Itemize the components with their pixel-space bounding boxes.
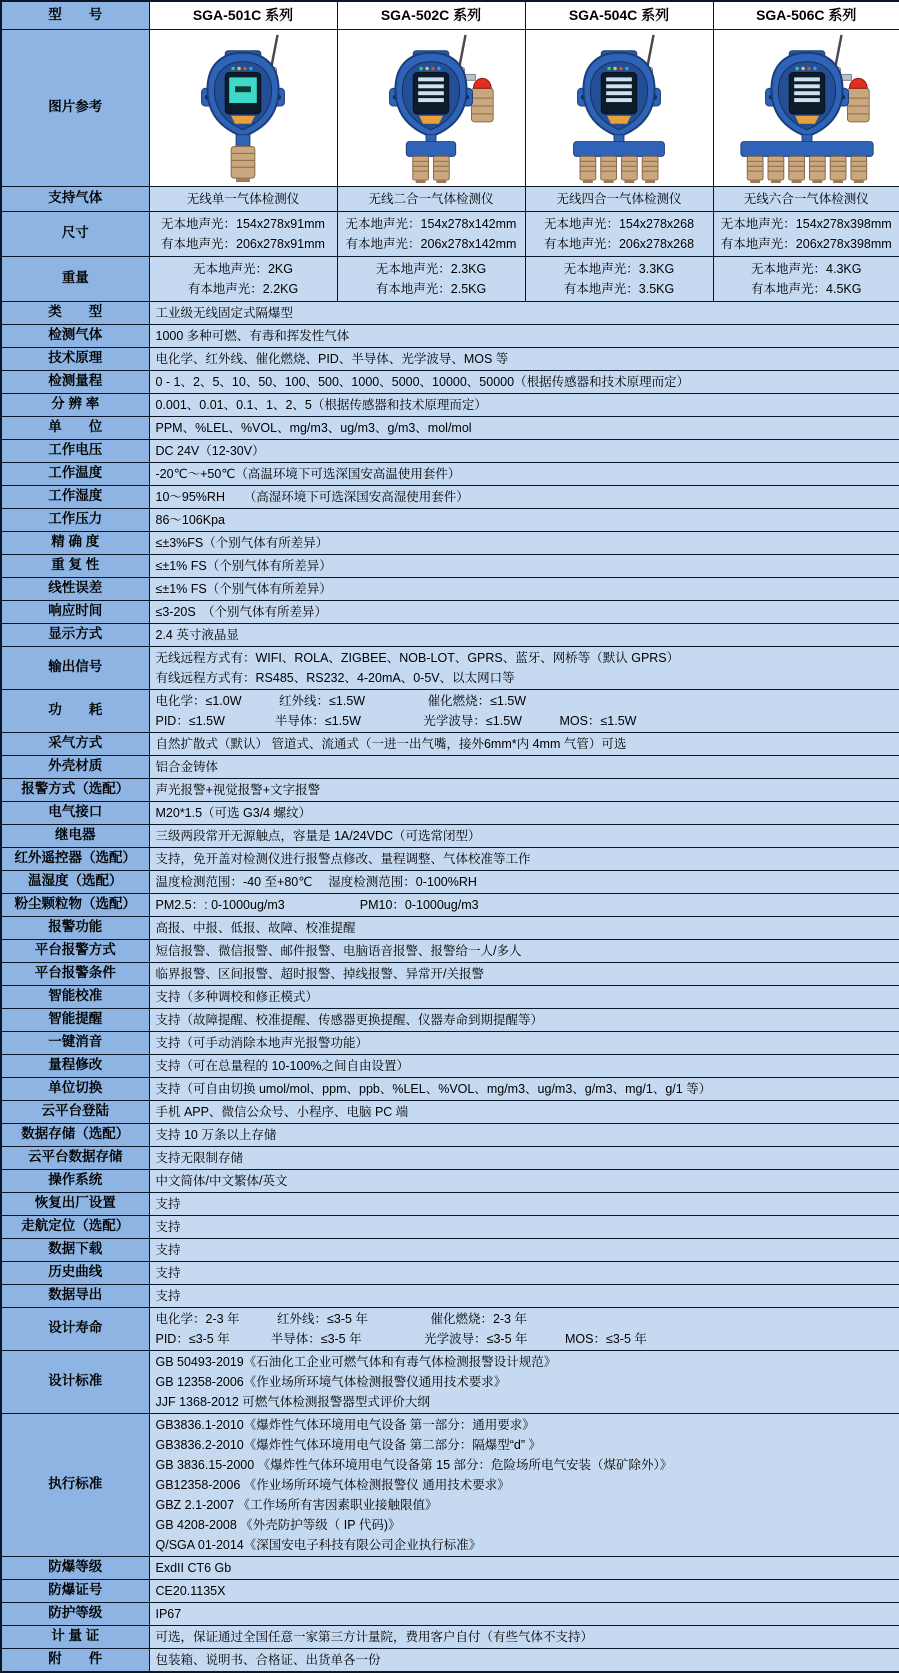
range-modify-line: 支持（可在总量程的 10-100%之间自由设置） [156,1056,894,1076]
row-label-data-storage: 数据存储（选配） [1,1123,149,1146]
output-signal-value [149,646,899,689]
sensor-probe-icon [809,156,825,183]
sensor-probe-icon [850,156,866,183]
execution-standard-line: GB3836.2-2010《爆炸性气体环境用电气设备 第二部分：隔爆型“d” 》 [156,1435,894,1455]
row-label-linearity: 线性误差 [1,577,149,600]
supported-gas-value [149,186,337,211]
spec-row-repeatability [1,554,899,577]
spec-row-one-key-mute [1,1031,899,1054]
spec-row-display [1,623,899,646]
weight-value [713,256,899,301]
row-label-ir-remote: 红外遥控器（选配） [1,847,149,870]
row-label-history-curve: 历史曲线 [1,1261,149,1284]
temperature-line: -20℃～+50℃（高温环境下可选深国安高温使用套件） [156,464,894,484]
row-label-design-life: 设计寿命 [1,1307,149,1350]
row-label-explosion-proof-grade: 防爆等级 [1,1556,149,1579]
range-line: 0 - 1、2、5、10、50、100、500、1000、5000、10000、50000（根据传感器和技术原理而定） [156,372,894,392]
relay-value [149,824,899,847]
sensor-manifold [740,141,872,156]
row-label-output-signal: 输出信号 [1,646,149,689]
spec-row-alarm-mode [1,778,899,801]
weight-value [149,256,337,301]
row-label-principle: 技术原理 [1,347,149,370]
spec-row-output-signal [1,646,899,689]
model-name: SGA-501C 系列 [149,1,337,29]
execution-standard-line: GB12358-2006 《作业场所环境气体检测报警仪 通用技术要求》 [156,1475,894,1495]
spec-row-humidity [1,485,899,508]
weight-line: 有本地声光：2.5KG [340,279,523,299]
row-label-smart-reminder: 智能提醒 [1,1008,149,1031]
row-label-electrical-interface: 电气接口 [1,801,149,824]
row-label-data-download: 数据下载 [1,1238,149,1261]
weight-line: 有本地声光：4.5KG [716,279,898,299]
platform-alarm-condition-value [149,962,899,985]
dimensions-line: 有本地声光：206x278x268 [528,234,711,254]
platform-alarm-mode-value [149,939,899,962]
row-label-range-modify: 量程修改 [1,1054,149,1077]
design-life-line: 电化学：2-3 年 红外线：≤3-5 年 催化燃烧：2-3 年 [156,1309,894,1329]
explosion-proof-cert-value [149,1579,899,1602]
row-label-cloud-login: 云平台登陆 [1,1100,149,1123]
cloud-storage-line: 支持无限制存储 [156,1148,894,1168]
sensor-manifold [574,141,665,156]
navigation-value [149,1215,899,1238]
row-label-one-key-mute: 一键消音 [1,1031,149,1054]
explosion-proof-grade-line: ExdII CT6 Gb [156,1558,894,1578]
os-line: 中文简体/中文繁体/英文 [156,1171,894,1191]
dimensions-line: 有本地声光：206x278x142mm [340,234,523,254]
humidity-value [149,485,899,508]
dimensions-line: 无本地声光：154x278x268 [528,214,711,234]
accuracy-line: ≤±3%FS（个别气体有所差异） [156,533,894,553]
housing-value [149,755,899,778]
spec-row-accuracy [1,531,899,554]
weight-line: 无本地声光：4.3KG [716,259,898,279]
type-value [149,301,899,324]
model-name: SGA-502C 系列 [337,1,525,29]
response-time-line: ≤3-20S （个别气体有所差异） [156,602,894,622]
spec-row-ir-remote [1,847,899,870]
sensor-probe-icon [642,156,658,183]
spec-row-range [1,370,899,393]
range-modify-value [149,1054,899,1077]
product-row-supported-gas [1,186,899,211]
weight-value [337,256,525,301]
protection-grade-value [149,1602,899,1625]
weight-line: 无本地声光：2KG [152,259,335,279]
spec-row-cloud-storage [1,1146,899,1169]
one-key-mute-value [149,1031,899,1054]
relay-line: 三级两段常开无源触点，容量是 1A/24VDC（可选常闭型） [156,826,894,846]
row-label-execution-standard: 执行标准 [1,1413,149,1556]
spec-row-data-download [1,1238,899,1261]
cloud-storage-value [149,1146,899,1169]
data-export-line: 支持 [156,1286,894,1306]
sensor-probe-icon [231,146,255,182]
alarm-mode-value [149,778,899,801]
power-consumption-value [149,689,899,732]
spec-row-alarm-function [1,916,899,939]
history-curve-value [149,1261,899,1284]
history-curve-line: 支持 [156,1263,894,1283]
supported-gas-line: 无线单一气体检测仪 [152,189,335,209]
accessories-value [149,1648,899,1672]
row-label-data-export: 数据导出 [1,1284,149,1307]
row-label-supported-gas: 支持气体 [1,186,149,211]
row-label-platform-alarm-mode: 平台报警方式 [1,939,149,962]
unit-value [149,416,899,439]
design-standard-line: GB 12358-2006《作业场所环境气体检测报警仪通用技术要求》 [156,1372,894,1392]
spec-row-linearity [1,577,899,600]
dimensions-value [713,211,899,256]
dust-option-line: PM2.5：: 0-1000ug/m3 PM10：0-1000ug/m3 [156,895,894,915]
dimensions-line: 无本地声光：154x278x142mm [340,214,523,234]
row-label-repeatability: 重 复 性 [1,554,149,577]
sensor-probe-icon [413,156,429,183]
model-header-row [1,1,899,29]
row-label-dimensions: 尺寸 [1,211,149,256]
execution-standard-line: GB 3836.15-2000 《爆炸性气体环境用电气设备第 15 部分：危险场所电气安装（煤矿除外）》 [156,1455,894,1475]
sensor-probe-icon [747,156,763,183]
sensor-probe-icon [788,156,804,183]
spec-row-type [1,301,899,324]
row-label-housing: 外壳材质 [1,755,149,778]
row-label-alarm-mode: 报警方式（选配） [1,778,149,801]
platform-alarm-condition-line: 临界报警、区间报警、超时报警、掉线报警、异常开/关报警 [156,964,894,984]
detect-gas-line: 1000 多种可燃、有毒和挥发性气体 [156,326,894,346]
repeatability-line: ≤±1% FS（个别气体有所差异） [156,556,894,576]
row-label-display: 显示方式 [1,623,149,646]
spec-row-platform-alarm-mode [1,939,899,962]
data-storage-value [149,1123,899,1146]
unit-switch-value [149,1077,899,1100]
voltage-value [149,439,899,462]
design-life-value [149,1307,899,1350]
execution-standard-line: Q/SGA 01-2014《深国安电子科技有限公司企业执行标准》 [156,1535,894,1555]
spec-row-smart-reminder [1,1008,899,1031]
weight-line: 有本地声光：2.2KG [152,279,335,299]
spec-row-smart-calibration [1,985,899,1008]
spec-row-principle [1,347,899,370]
model-name: SGA-506C 系列 [713,1,899,29]
spec-row-os [1,1169,899,1192]
navigation-line: 支持 [156,1217,894,1237]
smart-calibration-line: 支持（多种调校和修正模式） [156,987,894,1007]
one-key-mute-line: 支持（可手动消除本地声光报警功能） [156,1033,894,1053]
humidity-line: 10～95%RH （高湿环境下可选深国安高湿使用套件） [156,487,894,507]
spec-row-unit-switch [1,1077,899,1100]
execution-standard-line: GB 4208-2008 《外壳防护等级（ IP 代码)》 [156,1515,894,1535]
row-label-weight: 重量 [1,256,149,301]
smart-reminder-line: 支持（故障提醒、校准提醒、传感器更换提醒、仪器寿命到期提醒等） [156,1010,894,1030]
dimensions-line: 无本地声光：154x278x91mm [152,214,335,234]
spec-row-platform-alarm-condition [1,962,899,985]
factory-reset-value [149,1192,899,1215]
linearity-line: ≤±1% FS（个别气体有所差异） [156,579,894,599]
row-label-alarm-function: 报警功能 [1,916,149,939]
row-label-sampling: 采气方式 [1,732,149,755]
spec-row-design-standard [1,1350,899,1413]
spec-row-cloud-login [1,1100,899,1123]
row-label-range: 检测量程 [1,370,149,393]
alarm-mode-line: 声光报警+视觉报警+文字报警 [156,780,894,800]
detect-gas-value [149,324,899,347]
sensor-probe-icon [433,156,449,183]
wireless-6in1-gas-detector-image [714,31,899,185]
electrical-interface-line: M20*1.5（可选 G3/4 螺纹） [156,803,894,823]
data-export-value [149,1284,899,1307]
spec-row-resolution [1,393,899,416]
spec-row-accessories [1,1648,899,1672]
ir-remote-value [149,847,899,870]
spec-row-execution-standard [1,1413,899,1556]
repeatability-value [149,554,899,577]
temperature-value [149,462,899,485]
row-label-metrology-cert: 计 量 证 [1,1625,149,1648]
smart-calibration-value [149,985,899,1008]
row-label-cloud-storage: 云平台数据存储 [1,1146,149,1169]
principle-line: 电化学、红外线、催化燃烧、PID、半导体、光学波导、MOS 等 [156,349,894,369]
weight-value [525,256,713,301]
housing-line: 铝合金铸体 [156,757,894,777]
sensor-probe-icon [830,156,846,183]
unit-line: PPM、%LEL、%VOL、mg/m3、ug/m3、g/m3、mol/mol [156,418,894,438]
sensor-probe-icon [601,156,617,183]
response-time-value [149,600,899,623]
range-value [149,370,899,393]
dimensions-line: 有本地声光：206x278x398mm [716,234,898,254]
spec-row-history-curve [1,1261,899,1284]
sensor-probe-icon [621,156,637,183]
row-label-os: 操作系统 [1,1169,149,1192]
metrology-cert-value [149,1625,899,1648]
display-line: 2.4 英寸液晶显 [156,625,894,645]
linearity-value [149,577,899,600]
wireless-single-gas-detector-image [150,31,336,185]
device-image-cell [713,29,899,186]
data-download-value [149,1238,899,1261]
output-signal-line: 无线远程方式有：WIFI、ROLA、ZIGBEE、NOB-LOT、GPRS、蓝牙、网桥等（默认 GPRS） [156,648,894,668]
alarm-function-line: 高报、中报、低报、故障、校准提醒 [156,918,894,938]
cloud-login-line: 手机 APP、微信公众号、小程序、电脑 PC 端 [156,1102,894,1122]
alarm-function-value [149,916,899,939]
explosion-proof-cert-line: CE20.1135X [156,1581,894,1601]
spec-row-response-time [1,600,899,623]
execution-standard-value [149,1413,899,1556]
row-label-dust-option: 粉尘颗粒物（选配） [1,893,149,916]
spec-row-metrology-cert [1,1625,899,1648]
row-label-design-standard: 设计标准 [1,1350,149,1413]
power-consumption-line: PID：≤1.5W 半导体：≤1.5W 光学波导：≤1.5W MOS：≤1.5W [156,711,894,731]
design-standard-value [149,1350,899,1413]
sampling-line: 自然扩散式（默认） 管道式、流通式（一进一出气嘴，接外6mm*内 4mm 气管）可选 [156,734,894,754]
device-image-cell [337,29,525,186]
image-row [1,29,899,186]
spec-row-range-modify [1,1054,899,1077]
spec-row-pressure [1,508,899,531]
unit-switch-line: 支持（可自由切换 umol/mol、ppm、ppb、%LEL、%VOL、mg/m3、ug/m3、g/m3、mg/1、g/1 等） [156,1079,894,1099]
voltage-line: DC 24V（12-30V） [156,441,894,461]
cloud-login-value [149,1100,899,1123]
dimensions-line: 无本地声光：154x278x398mm [716,214,898,234]
spec-row-navigation [1,1215,899,1238]
dust-option-value [149,893,899,916]
supported-gas-value [525,186,713,211]
image-row-label: 图片参考 [1,29,149,186]
spec-row-detect-gas [1,324,899,347]
row-label-relay: 继电器 [1,824,149,847]
dimensions-value [149,211,337,256]
spec-row-factory-reset [1,1192,899,1215]
row-label-protection-grade: 防护等级 [1,1602,149,1625]
supported-gas-value [337,186,525,211]
spec-row-housing [1,755,899,778]
sensor-probe-icon [580,156,596,183]
row-label-temperature: 工作温度 [1,462,149,485]
spec-row-temperature [1,462,899,485]
weight-line: 无本地声光：2.3KG [340,259,523,279]
dimensions-line: 有本地声光：206x278x91mm [152,234,335,254]
spec-row-data-export [1,1284,899,1307]
spec-row-design-life [1,1307,899,1350]
display-value [149,623,899,646]
product-row-weight [1,256,899,301]
spec-row-protection-grade [1,1602,899,1625]
resolution-line: 0.001、0.01、0.1、1、2、5（根据传感器和技术原理而定） [156,395,894,415]
row-label-accessories: 附 件 [1,1648,149,1672]
row-label-explosion-proof-cert: 防爆证号 [1,1579,149,1602]
spec-row-dust-option [1,893,899,916]
product-row-dimensions [1,211,899,256]
temp-humidity-option-value [149,870,899,893]
row-label-temp-humidity-option: 温湿度（选配） [1,870,149,893]
design-standard-line: JJF 1368-2012 可燃气体检测报警器型式评价大纲 [156,1392,894,1412]
dimensions-value [525,211,713,256]
row-label-navigation: 走航定位（选配） [1,1215,149,1238]
principle-value [149,347,899,370]
sensor-manifold [406,141,455,156]
weight-line: 有本地声光：3.5KG [528,279,711,299]
row-label-power-consumption: 功 耗 [1,689,149,732]
spec-row-explosion-proof-cert [1,1579,899,1602]
row-label-platform-alarm-condition: 平台报警条件 [1,962,149,985]
resolution-value [149,393,899,416]
data-download-line: 支持 [156,1240,894,1260]
model-name: SGA-504C 系列 [525,1,713,29]
pressure-line: 86～106Kpa [156,510,894,530]
row-label-pressure: 工作压力 [1,508,149,531]
wireless-4in1-gas-detector-image [526,31,712,185]
execution-standard-line: GBZ 2.1-2007 《工作场所有害因素职业接触限值》 [156,1495,894,1515]
spec-row-unit [1,416,899,439]
temp-humidity-option-line: 温度检测范围：-40 至+80℃ 湿度检测范围：0-100%RH [156,872,894,892]
factory-reset-line: 支持 [156,1194,894,1214]
metrology-cert-line: 可选，保证通过全国任意一家第三方计量院，费用客户自付（有些气体不支持） [156,1627,894,1647]
row-label-detect-gas: 检测气体 [1,324,149,347]
execution-standard-line: GB3836.1-2010《爆炸性气体环境用电气设备 第一部分：通用要求》 [156,1415,894,1435]
data-storage-line: 支持 10 万条以上存储 [156,1125,894,1145]
row-label-voltage: 工作电压 [1,439,149,462]
pressure-value [149,508,899,531]
row-label-unit-switch: 单位切换 [1,1077,149,1100]
spec-row-sampling [1,732,899,755]
wireless-2in1-gas-detector-image [338,31,524,185]
row-label-factory-reset: 恢复出厂设置 [1,1192,149,1215]
sampling-value [149,732,899,755]
spec-row-relay [1,824,899,847]
spec-row-power-consumption [1,689,899,732]
spec-row-temp-humidity-option [1,870,899,893]
electrical-interface-value [149,801,899,824]
device-image-cell [525,29,713,186]
supported-gas-line: 无线二合一气体检测仪 [340,189,523,209]
header-label: 型 号 [1,1,149,29]
spec-row-electrical-interface [1,801,899,824]
sensor-probe-icon [768,156,784,183]
power-consumption-line: 电化学：≤1.0W 红外线：≤1.5W 催化燃烧：≤1.5W [156,691,894,711]
spec-row-explosion-proof-grade [1,1556,899,1579]
accuracy-value [149,531,899,554]
protection-grade-line: IP67 [156,1604,894,1624]
row-label-accuracy: 精 确 度 [1,531,149,554]
accessories-line: 包装箱、说明书、合格证、出货单各一份 [156,1650,894,1670]
row-label-smart-calibration: 智能校准 [1,985,149,1008]
supported-gas-value [713,186,899,211]
row-label-type: 类 型 [1,301,149,324]
weight-line: 无本地声光：3.3KG [528,259,711,279]
row-label-response-time: 响应时间 [1,600,149,623]
spec-row-voltage [1,439,899,462]
design-life-line: PID：≤3-5 年 半导体：≤3-5 年 光学波导：≤3-5 年 MOS：≤3-5 年 [156,1329,894,1349]
device-image-cell [149,29,337,186]
os-value [149,1169,899,1192]
output-signal-line: 有线远程方式有：RS485、RS232、4-20mA、0-5V、以太网口等 [156,668,894,688]
ir-remote-line: 支持，免开盖对检测仪进行报警点修改、量程调整、气体校准等工作 [156,849,894,869]
design-standard-line: GB 50493-2019《石油化工企业可燃气体和有毒气体检测报警设计规范》 [156,1352,894,1372]
row-label-unit: 单 位 [1,416,149,439]
row-label-humidity: 工作湿度 [1,485,149,508]
explosion-proof-grade-value [149,1556,899,1579]
platform-alarm-mode-line: 短信报警、微信报警、邮件报警、电脑语音报警、报警给一人/多人 [156,941,894,961]
dimensions-value [337,211,525,256]
smart-reminder-value [149,1008,899,1031]
spec-row-data-storage [1,1123,899,1146]
row-label-resolution: 分 辨 率 [1,393,149,416]
supported-gas-line: 无线四合一气体检测仪 [528,189,711,209]
type-line: 工业级无线固定式隔爆型 [156,303,894,323]
supported-gas-line: 无线六合一气体检测仪 [716,189,898,209]
